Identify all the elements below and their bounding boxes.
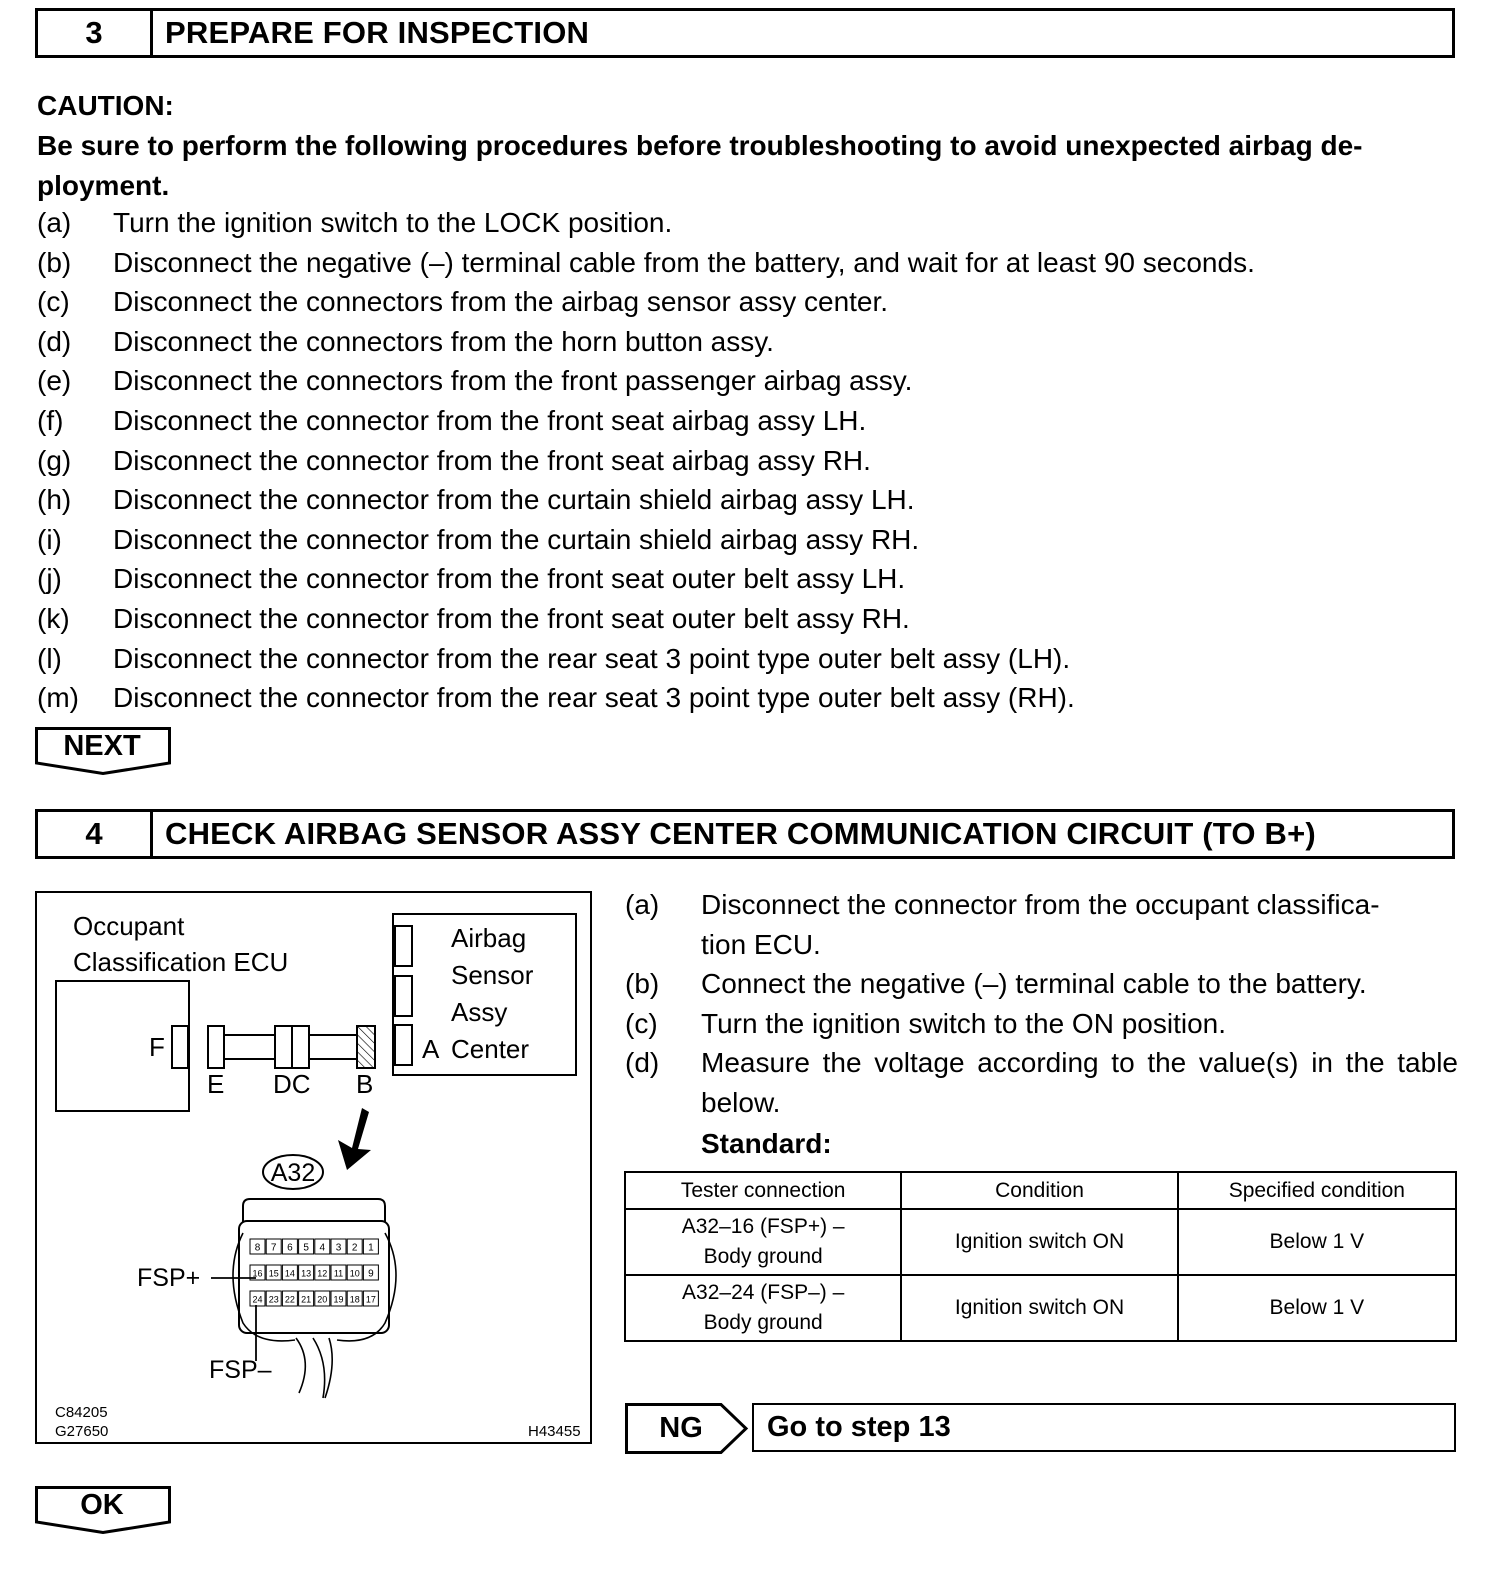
procedure-item	[37, 322, 1457, 362]
procedure-item	[625, 885, 1458, 964]
procedure-item	[37, 401, 1457, 441]
connector-f-shape	[172, 1026, 188, 1068]
procedure-text: Disconnect the connectors from the airbag sensor assy center.	[113, 286, 889, 318]
connector-pin-label: 4	[319, 1242, 326, 1254]
connector-pin-label: 2	[351, 1242, 358, 1254]
procedure-label: (m)	[37, 682, 79, 714]
connector-pin-label: 19	[333, 1294, 344, 1305]
procedure-label: (c)	[625, 1007, 658, 1039]
tester-connection-cell	[625, 1275, 901, 1341]
step-4-header	[35, 809, 1455, 859]
procedure-text: Disconnect the negative (–) terminal cable from the battery, and wait for at least 90 seconds.	[113, 246, 1255, 278]
specified-condition-cell: Below 1 V	[1178, 1275, 1456, 1341]
ecu-box	[56, 981, 189, 1111]
connector-pin-label: 14	[284, 1268, 295, 1279]
procedure-item	[37, 203, 1457, 243]
sensor-connector-shape	[395, 976, 412, 1016]
procedure-item	[37, 678, 1457, 718]
procedure-text: Disconnect the connector from the curtain shield airbag assy RH.	[113, 523, 920, 555]
sensor-label-line2: Sensor	[451, 960, 534, 990]
header-tester-connection: Tester connection	[625, 1172, 901, 1209]
next-button[interactable]	[35, 727, 171, 775]
connector-pin-label: 7	[270, 1242, 277, 1254]
ecu-label-line2: Classification ECU	[73, 947, 289, 977]
sensor-label-line4: Center	[451, 1034, 530, 1064]
figure-code-1: C84205	[55, 1404, 108, 1421]
connector-diagram	[35, 891, 592, 1444]
procedure-label: (i)	[37, 523, 62, 555]
procedure-item	[625, 1004, 1458, 1044]
figure-code-3: H43455	[528, 1423, 581, 1440]
caution-block	[37, 86, 1462, 206]
connector-pin-label: 8	[254, 1242, 261, 1254]
procedure-text: Turn the ignition switch to the LOCK position.	[113, 207, 673, 238]
table-row	[625, 1209, 1456, 1275]
step-4-number: 4	[38, 812, 153, 856]
harness-segment	[309, 1035, 357, 1059]
figure-code-2: G27650	[55, 1423, 109, 1440]
connector-pin-label: 15	[268, 1268, 279, 1279]
procedure-text: Disconnect the connector from the front seat outer belt assy LH.	[113, 563, 906, 595]
connector-pin-label: 6	[287, 1242, 293, 1254]
connector-id-label: A32	[270, 1159, 316, 1187]
procedure-text: Connect the negative (–) terminal cable to the battery.	[701, 968, 1367, 1000]
procedure-label: (a)	[625, 889, 660, 920]
connector-d-shape	[275, 1026, 292, 1068]
step-4-title: CHECK AIRBAG SENSOR ASSY CENTER COMMUNICATION CIRCUIT (TO B+)	[165, 816, 1316, 851]
connector-e-label: E	[207, 1069, 225, 1099]
caution-text: Be sure to perform the following procedures before troubleshooting to avoid unexpected airbag de- ployment.	[37, 130, 1363, 201]
goto-step-link[interactable]: Go to step 13	[752, 1403, 1456, 1452]
wire-bundle	[313, 1338, 325, 1398]
ok-label: OK	[80, 1489, 124, 1521]
procedure-label: (g)	[37, 444, 72, 476]
procedure-item	[37, 243, 1457, 283]
tester-connection-line1: A32–16 (FSP+) –	[681, 1215, 845, 1238]
connector-b-label: B	[356, 1069, 374, 1099]
connector-pin-label: 1	[368, 1242, 374, 1254]
procedure-text: Disconnect the connectors from the front passenger airbag assy.	[113, 365, 913, 397]
wire-bundle	[296, 1338, 305, 1393]
procedure-label: (e)	[37, 365, 72, 397]
sensor-label-line3: Assy	[451, 997, 508, 1027]
connector-pin-label: 10	[349, 1268, 360, 1279]
fsp-plus-label: FSP+	[137, 1264, 201, 1292]
procedure-item	[37, 361, 1457, 401]
procedure-text: Disconnect the connector from the rear seat 3 point type outer belt assy (RH).	[113, 682, 1075, 714]
procedure-label: (l)	[37, 642, 62, 674]
wire-bundle	[325, 1338, 332, 1398]
procedure-text: Disconnect the connector from the front seat airbag assy RH.	[113, 444, 871, 476]
tester-connection-cell	[625, 1209, 901, 1275]
connector-pin-label: 9	[368, 1268, 374, 1280]
connector-pin-label: 3	[335, 1242, 342, 1254]
procedure-label: (c)	[37, 286, 70, 318]
connector-pin-label: 22	[284, 1294, 295, 1305]
next-label: NEXT	[63, 730, 141, 762]
connector-pin-label: 24	[252, 1294, 263, 1305]
connector-pin-label: 17	[365, 1294, 376, 1305]
connector-pin-label: 18	[349, 1294, 360, 1305]
spec-table	[624, 1171, 1457, 1342]
connector-e-shape	[208, 1026, 224, 1068]
procedure-label: (d)	[37, 325, 72, 357]
connector-f-label: F	[149, 1032, 165, 1062]
procedure-item	[625, 1043, 1458, 1122]
procedure-label: (f)	[37, 404, 64, 436]
procedure-text: Turn the ignition switch to the ON position.	[701, 1007, 1226, 1039]
header-condition: Condition	[901, 1172, 1177, 1209]
procedure-label: (k)	[37, 602, 70, 634]
procedure-item	[37, 559, 1457, 599]
table-row	[625, 1275, 1456, 1341]
connector-pin-label: 13	[301, 1268, 312, 1279]
procedure-label: (h)	[37, 484, 72, 516]
procedure-item	[625, 964, 1458, 1004]
step-3-header	[35, 8, 1455, 58]
connector-c-shape	[292, 1026, 309, 1068]
procedure-label: (d)	[625, 1047, 660, 1079]
table-header-row	[625, 1172, 1456, 1209]
standard-label: Standard:	[701, 1128, 832, 1159]
procedure-item	[37, 441, 1457, 481]
ecu-label-line1: Occupant	[73, 911, 185, 941]
harness-segment	[224, 1035, 275, 1059]
tester-connection-line2: Body ground	[703, 1311, 823, 1334]
connector-pin-label: 11	[333, 1268, 344, 1279]
procedure-label: (b)	[625, 968, 660, 1000]
procedure-text: Disconnect the connector from the front seat airbag assy LH.	[113, 404, 867, 436]
procedure-text: Disconnect the connector from the rear seat 3 point type outer belt assy (LH).	[113, 642, 1071, 674]
connector-pin-label: 16	[252, 1268, 263, 1279]
tester-connection-line1: A32–24 (FSP–) –	[682, 1281, 845, 1304]
procedure-text: Disconnect the connector from the occupant classifica- tion ECU.	[701, 889, 1380, 960]
procedure-item	[37, 282, 1457, 322]
procedure-label: (j)	[37, 563, 62, 595]
connector-a-label: A	[422, 1034, 440, 1064]
sensor-label-line1: Airbag	[451, 923, 527, 953]
caution-heading: CAUTION:	[37, 90, 174, 121]
connector-dc-label: DC	[273, 1069, 311, 1099]
connector-pin-label: 20	[317, 1294, 328, 1305]
condition-cell: Ignition switch ON	[901, 1209, 1177, 1275]
procedure-item	[37, 639, 1457, 679]
procedure-text: Disconnect the connector from the front seat outer belt assy RH.	[113, 602, 910, 634]
step-3-title: PREPARE FOR INSPECTION	[165, 15, 590, 50]
tester-connection-line2: Body ground	[703, 1245, 823, 1268]
condition-cell: Ignition switch ON	[901, 1275, 1177, 1341]
sensor-connector-shape	[395, 926, 412, 966]
connector-pin-label: 5	[303, 1242, 309, 1254]
procedure-text: Disconnect the connector from the curtain shield airbag assy LH.	[113, 484, 915, 516]
step-3-number: 3	[38, 11, 153, 55]
connector-pin-label: 21	[301, 1294, 312, 1305]
step-4-procedures	[625, 885, 1458, 1123]
connector-latch	[243, 1199, 385, 1223]
connector-pin-label: 23	[268, 1294, 279, 1305]
header-specified-condition: Specified condition	[1178, 1172, 1456, 1209]
procedure-label: (a)	[37, 207, 72, 238]
procedure-label: (b)	[37, 246, 72, 278]
connector-a-shape	[395, 1025, 412, 1065]
ok-button[interactable]	[35, 1486, 171, 1534]
pointer-arrow-icon	[338, 1108, 371, 1170]
ng-label: NG	[659, 1412, 703, 1444]
procedure-text: Measure the voltage according to the value(s) in the table below.	[701, 1047, 1458, 1118]
connector-diagram-svg	[37, 893, 589, 1441]
fsp-minus-label: FSP–	[209, 1356, 272, 1384]
connector-b-shape	[357, 1026, 375, 1068]
procedure-item	[37, 480, 1457, 520]
step-3-procedures	[37, 203, 1457, 718]
connector-pin-label: 12	[317, 1268, 328, 1279]
procedure-text: Disconnect the connectors from the horn button assy.	[113, 325, 774, 357]
specified-condition-cell: Below 1 V	[1178, 1209, 1456, 1275]
procedure-item	[37, 520, 1457, 560]
procedure-item	[37, 599, 1457, 639]
